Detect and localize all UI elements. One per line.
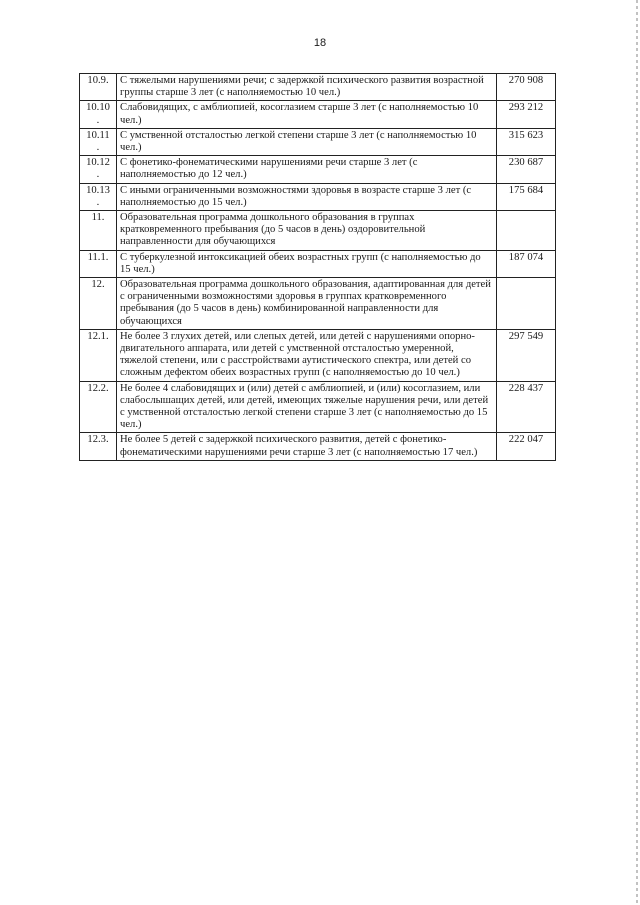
tariff-table xyxy=(79,73,556,461)
row-value: 315 623 xyxy=(497,128,556,155)
row-value: 222 047 xyxy=(497,433,556,460)
row-value xyxy=(497,211,556,251)
row-value: 297 549 xyxy=(497,329,556,381)
table-row xyxy=(80,433,556,460)
table-row xyxy=(80,101,556,128)
table-row xyxy=(80,329,556,381)
row-number: 11.1. xyxy=(80,250,117,277)
row-description: С фонетико-фонематическими нарушениями речи старше 3 лет (с наполняемостью до 12 чел.) xyxy=(117,156,497,183)
row-description: С туберкулезной интоксикацией обеих возрастных групп (с наполняемостью до 15 чел.) xyxy=(117,250,497,277)
table-row xyxy=(80,74,556,101)
row-value: 228 437 xyxy=(497,381,556,433)
row-description: С иными ограниченными возможностями здоровья в возрасте старше 3 лет (с наполняемостью до 15 чел.) xyxy=(117,183,497,210)
row-description: Не более 4 слабовидящих и (или) детей с амблиопией, и (или) косоглазием, или слабослышащих детей, или детей, имеющих тяжелые нарушения речи, или детей с умственной отсталостью легкой степени старше 3 лет (с наполняемостью до 15 чел.) xyxy=(117,381,497,433)
row-number: 10.11 . xyxy=(80,128,117,155)
table-row xyxy=(80,381,556,433)
row-number: 10.12 . xyxy=(80,156,117,183)
table-row xyxy=(80,183,556,210)
table-row xyxy=(80,128,556,155)
table-row xyxy=(80,278,556,330)
row-value: 270 908 xyxy=(497,74,556,101)
row-description: С тяжелыми нарушениями речи; с задержкой психического развития возрастной группы старше 3 лет (с наполняемостью 10 чел.) xyxy=(117,74,497,101)
page-number: 18 xyxy=(313,37,327,49)
row-description: Слабовидящих, с амблиопией, косоглазием старше 3 лет (с наполняемостью 10 чел.) xyxy=(117,101,497,128)
row-number: 12.1. xyxy=(80,329,117,381)
row-description: Не более 3 глухих детей, или слепых детей, или детей с нарушениями опорно-двигательного аппарата, или детей с умственной отсталостью умеренной, тяжелой степени, или с расстройствами аутистического спектра, или детей со сложным дефектом обеих возрастных групп (с наполняемостью до 10 чел.) xyxy=(117,329,497,381)
row-number: 10.9. xyxy=(80,74,117,101)
row-description: С умственной отсталостью легкой степени старше 3 лет (с наполняемостью 10 чел.) xyxy=(117,128,497,155)
row-value: 175 684 xyxy=(497,183,556,210)
scan-edge xyxy=(636,0,638,905)
table-row xyxy=(80,211,556,251)
row-number: 11. xyxy=(80,211,117,251)
row-value: 187 074 xyxy=(497,250,556,277)
row-number: 10.10 . xyxy=(80,101,117,128)
table-row xyxy=(80,250,556,277)
row-number: 12. xyxy=(80,278,117,330)
row-number: 12.2. xyxy=(80,381,117,433)
row-description: Не более 5 детей с задержкой психического развития, детей с фонетико-фонематическими нарушениями речи старше 3 лет (с наполняемостью 17 чел.) xyxy=(117,433,497,460)
row-description: Образовательная программа дошкольного образования в группах кратковременного пребывания (до 5 часов в день) оздоровительной направленности для обучающихся xyxy=(117,211,497,251)
row-value: 293 212 xyxy=(497,101,556,128)
row-description: Образовательная программа дошкольного образования, адаптированная для детей с ограниченными возможностями здоровья в группах кратковременного пребывания (до 5 часов в день) комбинированной направленности для обучающихся xyxy=(117,278,497,330)
row-number: 10.13 . xyxy=(80,183,117,210)
table-row xyxy=(80,156,556,183)
row-value: 230 687 xyxy=(497,156,556,183)
row-value xyxy=(497,278,556,330)
row-number: 12.3. xyxy=(80,433,117,460)
